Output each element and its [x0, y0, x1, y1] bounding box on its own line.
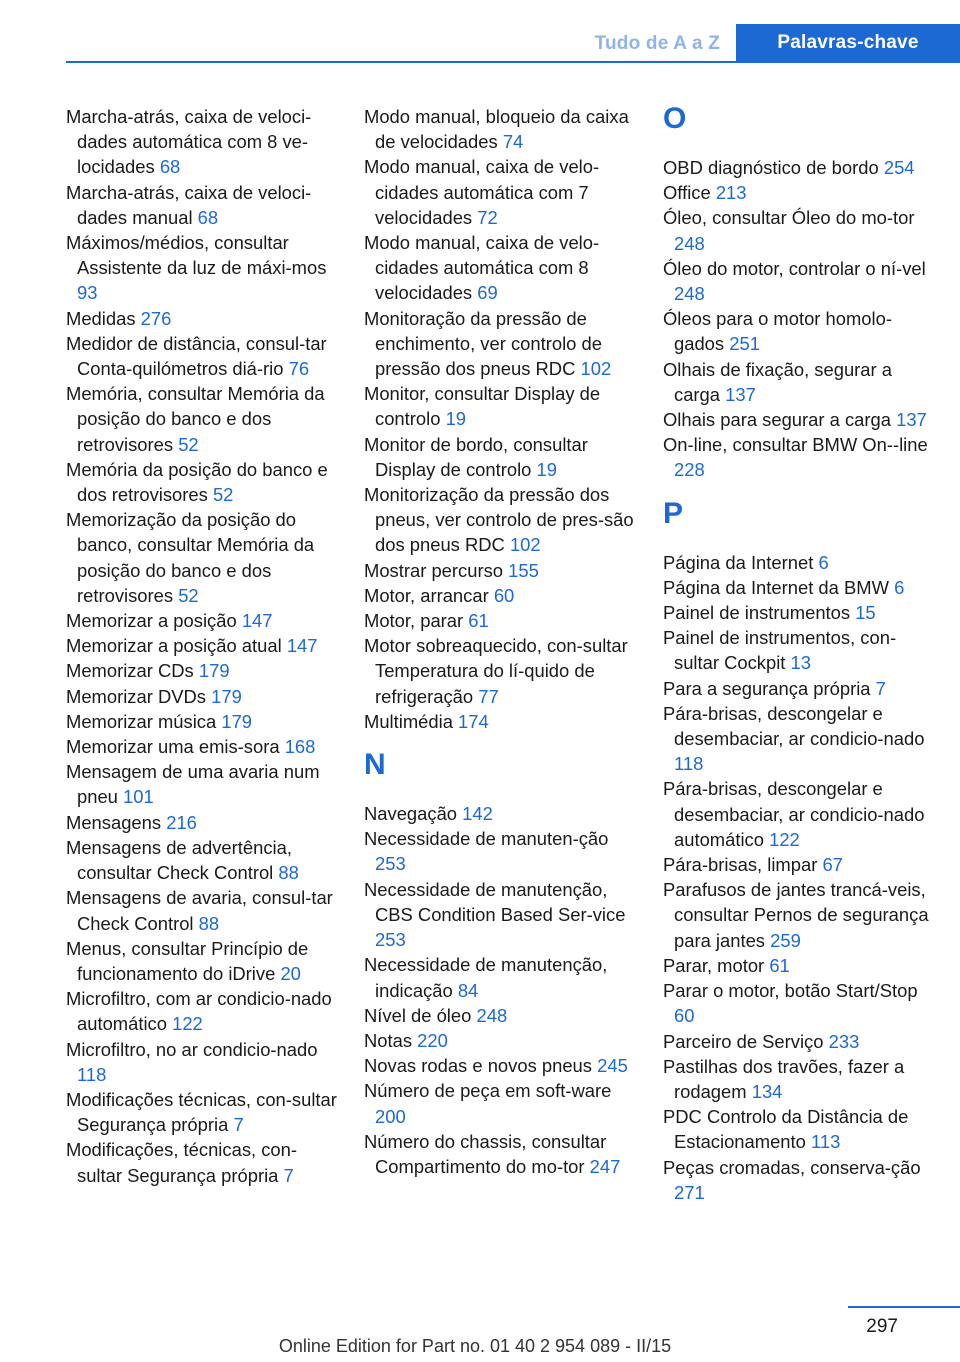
index-entry-text: Motor sobreaquecido, con-sultar Temperatura do lí-quido de refrigeração [364, 635, 628, 707]
page-link[interactable]: 122 [769, 828, 800, 850]
index-entry-group [66, 104, 338, 1188]
index-entry-text: Memorizar DVDs [66, 685, 206, 707]
page-link[interactable]: 155 [508, 559, 539, 581]
index-entry [364, 1129, 636, 1179]
index-entry [663, 1104, 935, 1154]
index-entry-text: Memorizar CDs [66, 660, 194, 682]
page-link[interactable]: 147 [286, 635, 318, 657]
index-entry-group [364, 104, 636, 734]
tab-keywords[interactable]: Palavras-chave [736, 24, 960, 62]
index-entry [663, 676, 935, 701]
index-column-2 [364, 104, 636, 1179]
page-link[interactable]: 147 [241, 610, 273, 632]
page-link[interactable]: 228 [674, 459, 705, 481]
index-entry-text: Painel de instrumentos [663, 602, 851, 624]
index-letter-heading: P [663, 496, 684, 530]
index-entry-group [663, 155, 935, 483]
page-link[interactable]: 213 [715, 182, 747, 204]
page-link[interactable]: 271 [674, 1181, 705, 1203]
index-entry [663, 1029, 935, 1054]
index-entry-text: Memorizar música [66, 710, 217, 732]
index-entry-text: Memorização da posição do banco, consultar Memória da posição do banco e dos retrovisores [66, 509, 315, 606]
index-entry-text: Novas rodas e novos pneus [364, 1055, 592, 1077]
index-entry-text: Mensagens de advertência, consultar Check Control [66, 836, 292, 884]
index-entry-text: Número do chassis, consultar Compartimento do mo-tor [364, 1130, 607, 1177]
index-entry-text: Olhais para segurar a carga [663, 409, 891, 431]
page-link[interactable]: 179 [211, 685, 242, 707]
page-link[interactable]: 15 [855, 602, 876, 624]
page-link[interactable]: 88 [278, 862, 299, 884]
page-link[interactable]: 52 [178, 433, 199, 455]
index-entry-text: Modo manual, bloqueio da caixa de velocidades [364, 106, 629, 153]
index-entry [66, 810, 338, 835]
page-link[interactable]: 84 [457, 979, 479, 1001]
index-entry [66, 633, 338, 658]
index-entry [663, 432, 935, 482]
index-entry-text: Nível de óleo [364, 1004, 472, 1026]
index-entry-text: Parar, motor [663, 954, 765, 976]
index-entry [364, 633, 636, 709]
page-link[interactable]: 122 [172, 1013, 203, 1035]
index-entry [66, 507, 338, 608]
index-entry-text: Óleo, consultar Óleo do mo-tor [663, 207, 915, 229]
index-entry-text: Modo manual, caixa de velo-cidades automática com 7 velocidades [364, 156, 600, 228]
page-link[interactable]: 253 [375, 929, 406, 951]
index-entry [364, 104, 636, 154]
index-entry-text: Para a segurança própria [663, 677, 871, 699]
index-entry-text: Notas [364, 1029, 413, 1051]
page-link[interactable]: 102 [580, 358, 612, 380]
index-entry-text: Marcha-atrás, caixa de veloci-dades manual [66, 181, 312, 228]
index-letter-heading: N [364, 748, 386, 782]
index-entry [66, 180, 338, 230]
page-link[interactable]: 19 [445, 408, 467, 430]
index-entry-text: Modificações técnicas, con-sultar Segurança própria [66, 1088, 337, 1136]
index-column-1 [66, 104, 338, 1188]
index-entry-text: Multimédia [364, 710, 453, 732]
index-entry-text: Modificações, técnicas, con-sultar Segurança própria [66, 1139, 298, 1186]
index-entry-text: Pára-brisas, limpar [663, 854, 818, 876]
page-link[interactable]: 253 [375, 853, 406, 875]
page-link[interactable]: 118 [77, 1063, 107, 1085]
index-entry-group [364, 801, 636, 1179]
footer-rule [848, 1306, 960, 1308]
page-link[interactable]: 134 [751, 1080, 783, 1102]
index-entry [364, 801, 636, 826]
index-entry-text: OBD diagnóstico de bordo [663, 157, 879, 178]
page-link[interactable]: 60 [493, 584, 515, 606]
page-link[interactable]: 52 [178, 584, 199, 606]
page-link[interactable]: 276 [140, 307, 172, 329]
index-entry-text: Motor, arrancar [364, 584, 489, 606]
page-link[interactable]: 13 [790, 652, 811, 674]
index-entry [364, 1053, 636, 1078]
page-link[interactable]: 254 [883, 157, 915, 178]
index-entry-text: Óleo do motor, controlar o ní-vel [663, 257, 926, 279]
page-link[interactable]: 68 [197, 206, 219, 228]
index-entry-text: Painel de instrumentos, con-sultar Cockpit [663, 627, 897, 674]
index-entry-text: Monitor, consultar Display de controlo [364, 383, 601, 430]
page-link[interactable]: 88 [198, 912, 220, 934]
page-link[interactable]: 118 [674, 753, 704, 775]
index-entry [66, 381, 338, 457]
index-entry-text: Mensagens de avaria, consul-tar Check Control [66, 887, 333, 934]
page-link[interactable]: 113 [811, 1131, 841, 1153]
index-entry [66, 104, 338, 180]
page-link[interactable]: 7 [875, 677, 886, 699]
page-link[interactable]: 61 [769, 954, 790, 976]
index-entry-text: Parafusos de jantes trancá-veis, consultar Pernos de segurança para jantes [663, 879, 929, 951]
index-entry-text: Mensagem de uma avaria num pneu [66, 761, 320, 808]
index-entry-text: Office [663, 182, 711, 204]
index-entry [364, 432, 636, 482]
index-entry [364, 583, 636, 608]
index-entry [364, 558, 636, 583]
index-entry-text: Pára-brisas, descongelar e desembaciar, ar condicio-nado [663, 702, 925, 750]
page-link[interactable]: 67 [822, 854, 843, 876]
index-entry [663, 306, 935, 356]
page-link[interactable]: 60 [674, 1005, 695, 1027]
page-header [0, 0, 960, 62]
page-link[interactable]: 245 [597, 1055, 628, 1077]
page-link[interactable]: 101 [123, 786, 154, 808]
index-entry-text: On-line, consultar BMW On-‑line [663, 434, 928, 456]
index-entry-text: Menus, consultar Princípio de funcionamento do iDrive [66, 937, 309, 984]
index-entry [364, 709, 636, 734]
index-entry [364, 826, 636, 876]
page-link[interactable]: 179 [221, 710, 253, 732]
index-entry-text: Memorizar a posição [66, 610, 237, 632]
index-entry-text: Memorizar a posição atual [66, 635, 282, 657]
index-entry-text: Motor, parar [364, 610, 464, 632]
index-entry-text: Máximos/médios, consultar Assistente da luz de máxi-mos [66, 232, 327, 279]
index-entry-text: Necessidade de manutenção, CBS Condition Based Ser-vice [364, 878, 626, 925]
index-entry-text: Pastilhas dos travões, fazer a rodagem [663, 1055, 905, 1102]
index-entry [663, 575, 935, 600]
index-entry [663, 1155, 935, 1205]
index-entry [663, 701, 935, 777]
index-letter-heading: O [663, 102, 687, 135]
index-entry-text: Marcha-atrás, caixa de veloci-dades automática com 8 ve-locidades [66, 106, 312, 178]
index-entry-text: Microfiltro, no ar condicio-nado [66, 1038, 318, 1060]
index-entry-text: Página da Internet da BMW [663, 576, 889, 598]
page-link[interactable]: 220 [417, 1029, 448, 1051]
index-entry [364, 230, 636, 306]
index-entry [66, 230, 338, 306]
page-link[interactable]: 72 [477, 206, 498, 228]
index-entry [66, 306, 338, 331]
index-entry-text: Número de peça em soft-ware [364, 1080, 612, 1102]
index-entry [663, 357, 935, 407]
page-link[interactable]: 174 [458, 710, 489, 732]
page-link[interactable]: 7 [233, 1114, 244, 1136]
index-entry-group [663, 550, 935, 1205]
index-entry-text: Parar o motor, botão Start/Stop [663, 980, 918, 1002]
index-entry [663, 776, 935, 852]
index-entry [663, 877, 935, 953]
page-link[interactable]: 216 [166, 811, 197, 833]
index-entry [66, 936, 338, 986]
index-entry [663, 180, 935, 205]
index-entry-text: Microfiltro, com ar condicio-nado automático [66, 988, 332, 1035]
index-entry-text: Modo manual, caixa de velo-cidades automática com 8 velocidades [364, 232, 600, 304]
index-entry-text: Memorizar uma emis-sora [66, 736, 280, 758]
page-link[interactable]: 77 [478, 685, 499, 707]
index-entry-text: Memória da posição do banco e dos retrovisores [66, 458, 328, 506]
page-link[interactable]: 248 [674, 283, 705, 305]
page-link[interactable]: 248 [674, 232, 705, 254]
index-column-3 [663, 104, 935, 1205]
page-link[interactable]: 7 [283, 1164, 294, 1186]
index-entry-text: Necessidade de manutenção, indicação [364, 954, 608, 1001]
index-entry [66, 986, 338, 1036]
page-link[interactable]: 200 [375, 1105, 406, 1127]
index-entry-text: Pára-brisas, descongelar e desembaciar, ar condicio-nado automático [663, 778, 925, 850]
page-link[interactable]: 259 [770, 929, 801, 951]
page-link[interactable]: 20 [280, 962, 301, 984]
index-entry [364, 608, 636, 633]
page-link[interactable]: 168 [284, 736, 316, 758]
page-link[interactable]: 251 [729, 333, 760, 355]
index-entry-text: Medidas [66, 307, 136, 329]
index-entry [66, 734, 338, 759]
page-link[interactable]: 247 [589, 1155, 621, 1177]
page-link[interactable]: 19 [536, 458, 557, 480]
index-entry-text: Monitorização da pressão dos pneus, ver controlo de pres-são dos pneus RDC [364, 484, 634, 556]
index-entry [364, 306, 636, 382]
index-entry [364, 877, 636, 953]
header-rule [66, 61, 960, 63]
index-entry [364, 381, 636, 431]
page-link[interactable]: 69 [477, 282, 498, 304]
index-entry [66, 457, 338, 507]
index-entry [663, 953, 935, 978]
page-link[interactable]: 233 [828, 1030, 860, 1052]
index-entry [364, 482, 636, 558]
page-link[interactable]: 52 [212, 484, 234, 506]
index-entry [663, 978, 935, 1028]
index-entry [663, 600, 935, 625]
index-entry-text: Mostrar percurso [364, 559, 503, 581]
page-link[interactable]: 137 [725, 383, 756, 405]
page-link[interactable]: 179 [198, 660, 230, 682]
index-entry-text: Memória, consultar Memória da posição do banco e dos retrovisores [66, 383, 325, 455]
page-link[interactable]: 76 [288, 358, 310, 380]
edition-note: Online Edition for Part no. 01 40 2 954 089 - II/15 [278, 1336, 672, 1356]
index-entry-text: PDC Controlo da Distância de Estacionamento [663, 1106, 909, 1153]
page-link[interactable]: 102 [509, 534, 541, 556]
page-number: 297 [866, 1316, 898, 1337]
page-link[interactable]: 248 [476, 1004, 508, 1026]
index-entry [66, 1037, 338, 1087]
index-entry-text: Página da Internet [663, 551, 814, 573]
page-link[interactable]: 137 [896, 409, 927, 431]
index-entry-text: Olhais de fixação, segurar a carga [663, 358, 892, 405]
page-link[interactable]: 93 [77, 282, 98, 304]
index-entry [663, 256, 935, 306]
index-entry [663, 155, 935, 180]
page-link[interactable]: 61 [468, 610, 489, 632]
index-entry [663, 1054, 935, 1104]
index-entry [66, 759, 338, 809]
index-entry [66, 684, 338, 709]
section-title[interactable]: Tudo de A a Z [594, 33, 720, 54]
page-link[interactable]: 68 [159, 156, 181, 178]
page-link[interactable]: 6 [894, 576, 905, 598]
index-entry-text: Medidor de distância, consul-tar Conta-quilómetros diá-rio [66, 332, 327, 380]
index-entry-text: Necessidade de manuten-ção [364, 828, 609, 850]
index-entry [66, 709, 338, 734]
index-entry-text: Monitor de bordo, consultar Display de controlo [364, 433, 588, 480]
index-entry [66, 1137, 338, 1187]
index-entry [364, 1003, 636, 1028]
index-entry [66, 1087, 338, 1137]
index-entry [364, 952, 636, 1002]
page-link[interactable]: 6 [818, 551, 829, 573]
index-entry [66, 331, 338, 381]
index-entry [66, 658, 338, 683]
index-entry [663, 550, 935, 575]
index-entry [663, 625, 935, 675]
index-entry-text: Parceiro de Serviço [663, 1030, 824, 1052]
page-link[interactable]: 74 [502, 131, 524, 153]
index-entry [663, 205, 935, 255]
index-entry [364, 1078, 636, 1128]
index-entry-text: Monitoração da pressão de enchimento, ver controlo de pressão dos pneus RDC [364, 307, 602, 380]
index-entry [66, 608, 338, 633]
index-entry [364, 154, 636, 230]
index-entry [66, 885, 338, 935]
index-entry [663, 407, 935, 432]
page-link[interactable]: 142 [462, 803, 493, 825]
index-entry-text: Navegação [364, 803, 458, 825]
index-entry-text: Óleos para o motor homolo-gados [663, 308, 892, 355]
index-entry-text: Peças cromadas, conserva-ção [663, 1156, 921, 1178]
index-entry [663, 852, 935, 877]
index-entry [364, 1028, 636, 1053]
index-entry-text: Mensagens [66, 811, 162, 833]
index-entry [66, 835, 338, 885]
